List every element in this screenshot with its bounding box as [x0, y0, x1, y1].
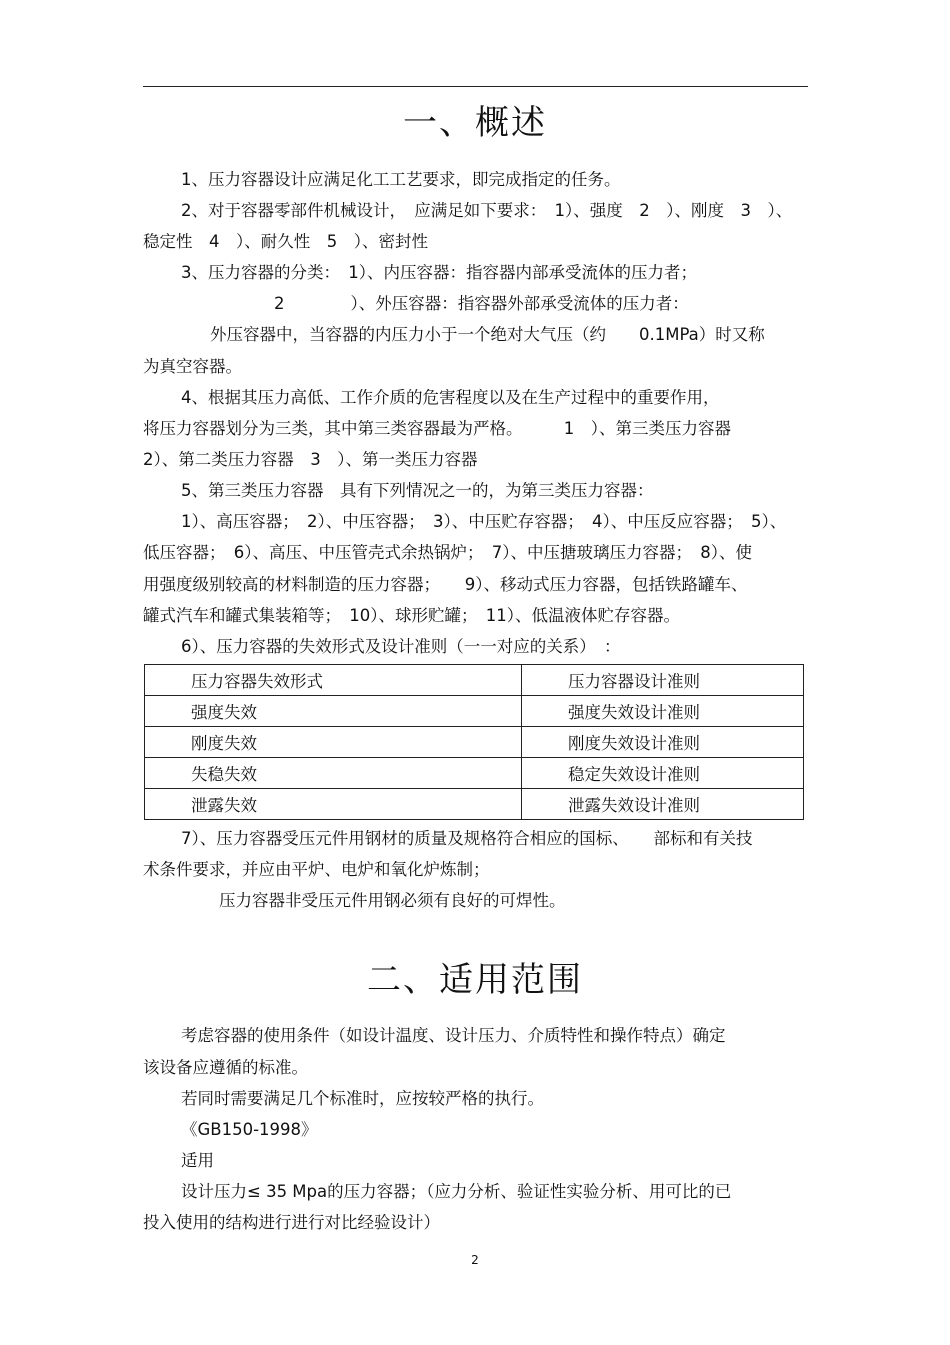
table-cell: 刚度失效 [145, 727, 522, 758]
table-cell: 刚度失效设计准则 [522, 727, 804, 758]
paragraph-line: 若同时需要满足几个标准时，应按较严格的执行。 [181, 1089, 544, 1108]
paragraph-line: 罐式汽车和罐式集装箱等； 10）、球形贮罐； 11）、低温液体贮存容器。 [143, 606, 680, 625]
paragraph-line: 设计压力≤ 35 Mpa的压力容器；（应力分析、验证性实验分析、用可比的已 [181, 1182, 732, 1201]
table-row [145, 727, 804, 758]
table-header-cell: 压力容器设计准则 [522, 665, 804, 696]
table-row [145, 696, 804, 727]
paragraph-line: 用强度级别较高的材料制造的压力容器； 9）、移动式压力容器，包括铁路罐车、 [143, 575, 748, 594]
paragraph-line: 4、根据其压力高低、工作介质的危害程度以及在生产过程中的重要作用， [181, 388, 720, 407]
paragraph-line: 3、压力容器的分类： 1）、内压容器：指容器内部承受流体的压力者； [181, 263, 697, 282]
paragraph-line: 压力容器非受压元件用钢必须有良好的可焊性。 [219, 891, 566, 910]
table-cell: 稳定失效设计准则 [522, 758, 804, 789]
paragraph-line: 适用 [181, 1151, 214, 1170]
paragraph-line: 考虑容器的使用条件（如设计温度、设计压力、介质特性和操作特点）确定 [181, 1026, 726, 1045]
section2-title: 二、适用范围 [367, 960, 583, 1000]
paragraph-line: 2）、第二类压力容器 3 ）、第一类压力容器 [143, 450, 478, 469]
section1-title: 一、概述 [403, 103, 547, 143]
failure-criteria-table [144, 664, 804, 820]
paragraph-line: 5、第三类压力容器 具有下列情况之一的，为第三类压力容器： [181, 481, 654, 500]
table-cell: 泄露失效 [145, 789, 522, 820]
paragraph-line: 低压容器； 6）、高压、中压管壳式余热锅炉； 7）、中压搪玻璃压力容器； 8）、使 [143, 543, 752, 562]
table-cell: 强度失效设计准则 [522, 696, 804, 727]
paragraph-line: 1、压力容器设计应满足化工工艺要求，即完成指定的任务。 [181, 170, 621, 189]
table-cell: 泄露失效设计准则 [522, 789, 804, 820]
table-header-cell: 压力容器失效形式 [145, 665, 522, 696]
paragraph-line: 将压力容器划分为三类，其中第三类容器最为严格。 1 ）、第三类压力容器 [143, 419, 731, 438]
table-cell: 强度失效 [145, 696, 522, 727]
paragraph-line: 稳定性 4 ）、耐久性 5 ）、密封性 [143, 232, 428, 251]
paragraph-line: 术条件要求，并应由平炉、电炉和氧化炉炼制； [143, 860, 490, 879]
paragraph-line: 外压容器中，当容器的内压力小于一个绝对大气压（约 0.1MPa）时又称 [210, 325, 765, 344]
paragraph-line: 1）、高压容器； 2）、中压容器； 3）、中压贮存容器； 4）、中压反应容器； 5）、 [181, 512, 787, 531]
paragraph-line: 《GB150-1998》 [181, 1120, 318, 1139]
paragraph-line: 2 ）、外压容器：指容器外部承受流体的压力者： [274, 294, 689, 313]
top-rule [143, 86, 808, 87]
paragraph-line: 该设备应遵循的标准。 [143, 1058, 308, 1077]
table-row [145, 758, 804, 789]
paragraph-line: 2、对于容器零部件机械设计， 应满足如下要求： 1）、强度 2 ）、刚度 3 ）、 [181, 201, 793, 220]
table-row [145, 789, 804, 820]
paragraph-line: 为真空容器。 [143, 357, 242, 376]
page-number: 2 [471, 1253, 479, 1267]
paragraph-line: 7）、压力容器受压元件用钢材的质量及规格符合相应的国标、 部标和有关技 [181, 829, 753, 848]
table-cell: 失稳失效 [145, 758, 522, 789]
paragraph-line: 6）、压力容器的失效形式及设计准则（一一对应的关系） ： [181, 637, 621, 656]
table-header-row [145, 665, 804, 696]
paragraph-line: 投入使用的结构进行进行对比经验设计） [143, 1213, 440, 1232]
